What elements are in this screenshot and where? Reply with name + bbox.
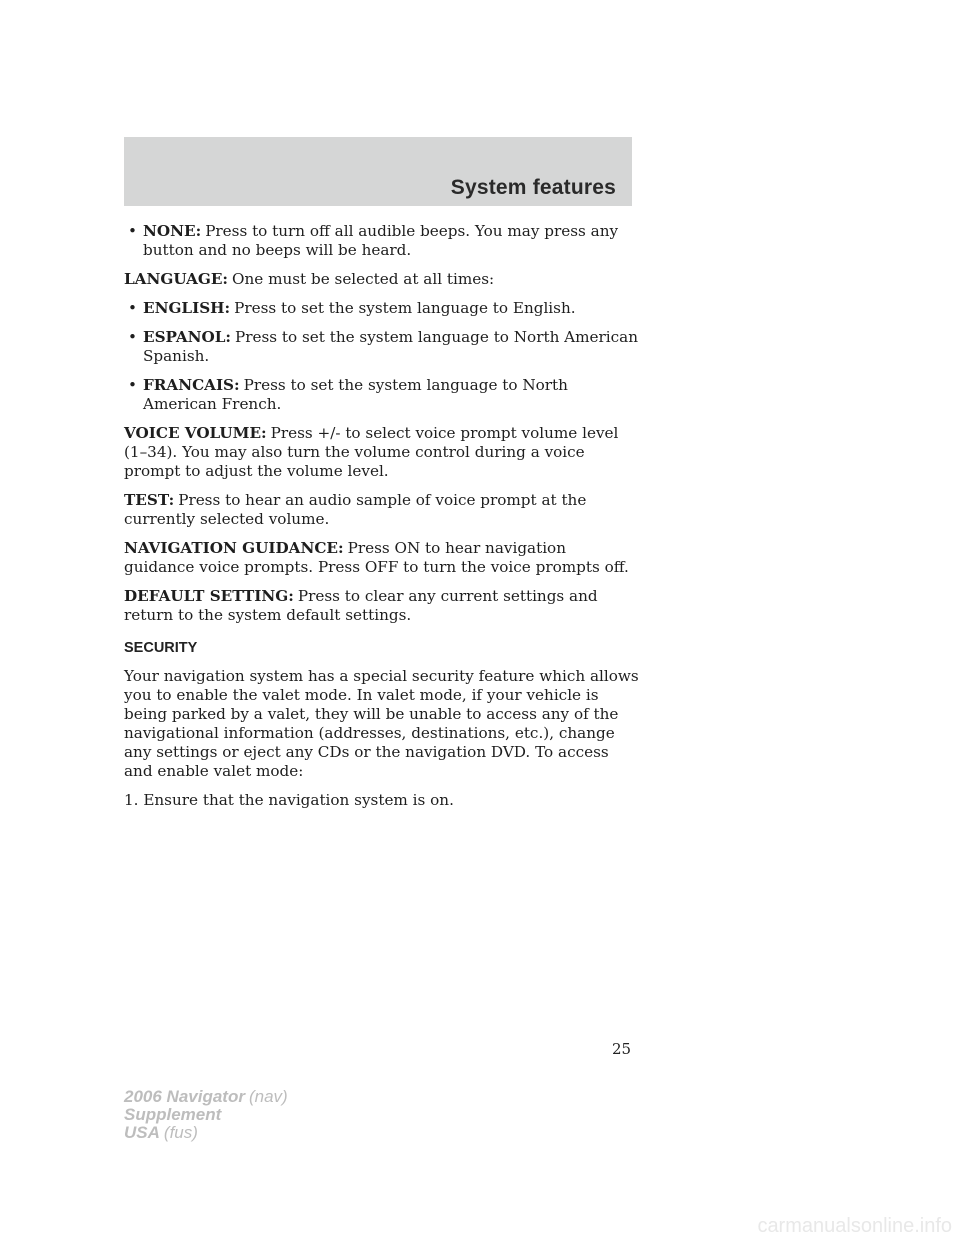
bullet-icon: • <box>128 299 137 317</box>
term-test: TEST: <box>124 491 175 509</box>
para-language <box>124 270 640 289</box>
term-language: LANGUAGE: <box>124 270 229 288</box>
footer-line-3 <box>124 1124 288 1142</box>
section-title: System features <box>450 176 616 199</box>
page-content <box>124 222 640 820</box>
term-navigation-guidance: NAVIGATION GUIDANCE: <box>124 539 344 557</box>
footer-model-code: (nav) <box>248 1087 288 1106</box>
term-none: NONE: <box>143 222 202 240</box>
term-francais: FRANCAIS: <box>143 376 240 394</box>
desc-language: One must be selected at all times: <box>232 270 495 288</box>
step-1: 1. Ensure that the navigation system is on. <box>124 791 454 809</box>
desc-test: Press to hear an audio sample of voice prompt at the currently selected volume. <box>124 491 587 528</box>
security-heading: SECURITY <box>124 640 198 656</box>
desc-english: Press to set the system language to English. <box>234 299 576 317</box>
footer-line-2 <box>124 1106 288 1124</box>
term-voice-volume: VOICE VOLUME: <box>124 424 267 442</box>
para-default-setting <box>124 587 640 625</box>
desc-francais: Press to set the system language to North American French. <box>143 376 568 413</box>
footer-model: 2006 Navigator <box>124 1087 245 1106</box>
term-english: ENGLISH: <box>143 299 231 317</box>
desc-espanol: Press to set the system language to North American Spanish. <box>143 328 638 365</box>
footer-market-code: (fus) <box>163 1123 198 1142</box>
bullet-icon: • <box>128 222 137 240</box>
page-number: 25 <box>612 1040 632 1058</box>
bullet-icon: • <box>128 376 137 394</box>
desc-navigation-guidance: Press ON to hear navigation guidance voice prompts. Press OFF to turn the voice prompts off. <box>124 539 629 576</box>
para-voice-volume <box>124 424 640 481</box>
bullet-espanol <box>124 328 640 366</box>
para-navigation-guidance <box>124 539 640 577</box>
para-test <box>124 491 640 529</box>
term-default-setting: DEFAULT SETTING: <box>124 587 294 605</box>
header-band <box>124 137 632 206</box>
footer-supplement: Supplement <box>124 1105 222 1124</box>
footer-info <box>124 1088 288 1142</box>
term-espanol: ESPANOL: <box>143 328 232 346</box>
desc-default-setting: Press to clear any current settings and return to the system default settings. <box>124 587 598 624</box>
bullet-francais <box>124 376 640 414</box>
footer-line-1 <box>124 1088 288 1106</box>
watermark: carmanualsonline.info <box>757 1215 952 1237</box>
para-security: Your navigation system has a special security feature which allows you to enable the valet mode. In valet mode, if your vehicle is being parked by a valet, they will be unable to access any of the navigational information (addresses, destinations, etc.), change any settings or eject any CDs or the navigation DVD. To access and enable valet mode: <box>124 667 639 780</box>
footer-market: USA <box>124 1123 160 1142</box>
bullet-english <box>124 299 640 318</box>
bullet-icon: • <box>128 328 137 346</box>
desc-voice-volume: Press +/- to select voice prompt volume level (1–34). You may also turn the volume control during a voice prompt to adjust the volume level. <box>124 424 619 480</box>
desc-none: Press to turn off all audible beeps. You may press any button and no beeps will be heard. <box>143 222 619 259</box>
bullet-none <box>124 222 640 260</box>
